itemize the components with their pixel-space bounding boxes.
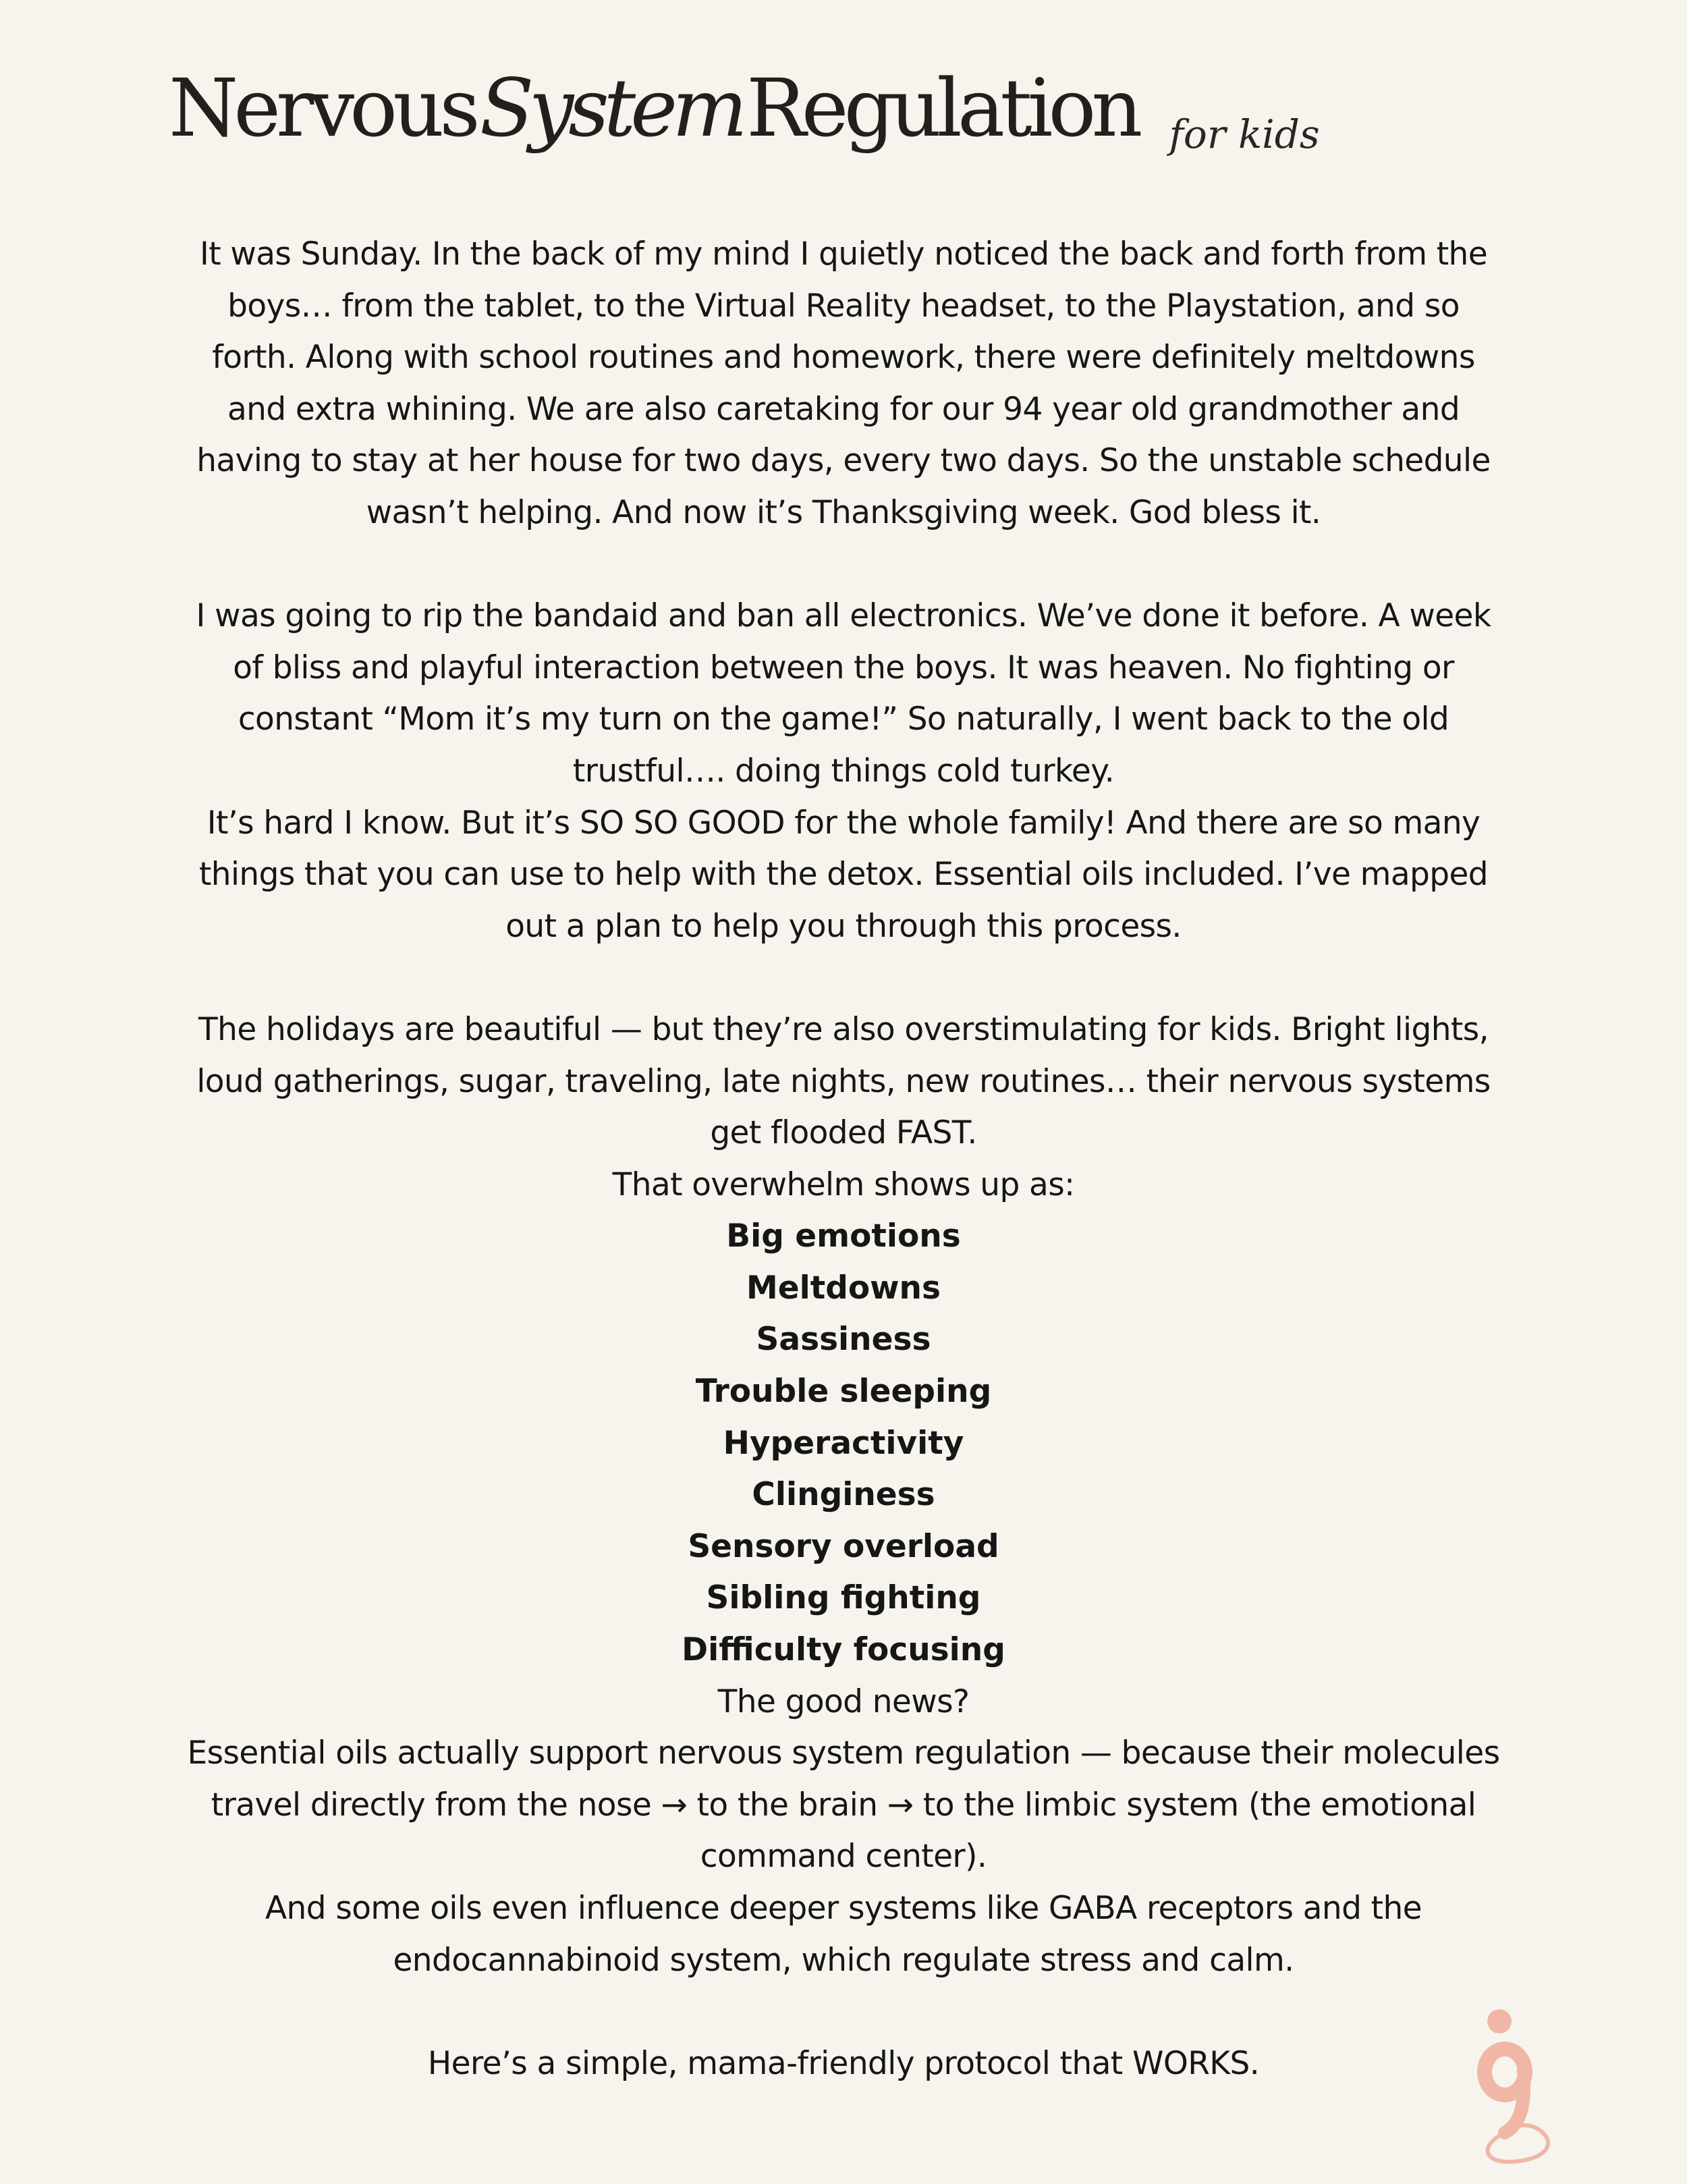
paragraph-protocol: Here’s a simple, mama-friendly protocol that WORKS.: [427, 2044, 1260, 2082]
paragraph-holidays: The holidays are beautiful — but they’re also overstimulating for kids. Bright lights, loud gatherings, sugar, traveling, late nights, new routines… their nervous systems get flooded FAST.: [196, 1010, 1491, 1152]
symptom-item: Big emotions: [726, 1218, 961, 1255]
page-title: [169, 47, 1320, 169]
paragraph-good-news: The good news?: [717, 1683, 970, 1720]
paragraph-overwhelm-lead: That overwhelm shows up as:: [612, 1166, 1075, 1203]
symptom-item: Sibling fighting: [706, 1579, 981, 1617]
title-word-system: System: [479, 61, 742, 155]
brand-logo-icon: [1458, 1994, 1572, 2170]
paragraph-spacer: [182, 539, 1505, 591]
symptom-item: Sensory overload: [688, 1527, 999, 1565]
paragraph-detox: It’s hard I know. But it’s SO SO GOOD for the whole family! And there are so many things that you can use to help with the detox. Essential oils included. I’ve mapped out a plan to help you through this process.: [198, 804, 1489, 945]
title-word-regulation: Regulation: [746, 61, 1138, 155]
symptom-item: Trouble sleeping: [695, 1373, 992, 1411]
paragraph-intro: It was Sunday. In the back of my mind I quietly noticed the back and forth from the boys… from the tablet, to the Virtual Reality headset, to the Playstation, and so forth. Along with school routines and homework, there were definitely meltdowns and extra whining. We are also caretaking for our 94 year old grandmother and having to stay at her house for two days, every two days. So the unstable schedule wasn’t helping. And now it’s Thanksgiving week. God bless it.: [196, 236, 1491, 531]
article-body: [182, 229, 1505, 2090]
title-subtitle-script: for kids: [1169, 111, 1320, 157]
symptom-item: Meltdowns: [746, 1269, 941, 1307]
paragraph-spacer: [182, 952, 1505, 1004]
symptom-item: Clinginess: [752, 1476, 935, 1514]
paragraph-spacer: [182, 1986, 1505, 2038]
symptom-item: Difficulty focusing: [682, 1631, 1005, 1669]
paragraph-gaba: And some oils even influence deeper systems like GABA receptors and the endocannabinoid system, which regulate stress and calm.: [265, 1890, 1422, 1979]
paragraph-electronics: I was going to rip the bandaid and ban all electronics. We’ve done it before. A week of bliss and playful interaction between the boys. It was heaven. No fighting or constant “Mom it’s my turn on the game!” So naturally, I went back to the old trustful…. doing things cold turkey.: [196, 597, 1491, 790]
title-word-nervous: Nervous: [169, 61, 476, 155]
symptom-item: Sassiness: [756, 1321, 931, 1359]
paragraph-essential-oils: Essential oils actually support nervous system regulation — because their molecules travel directly from the nose → to the brain → to the limbic system (the emotional command center).: [187, 1735, 1500, 1876]
symptom-item: Hyperactivity: [723, 1424, 964, 1462]
